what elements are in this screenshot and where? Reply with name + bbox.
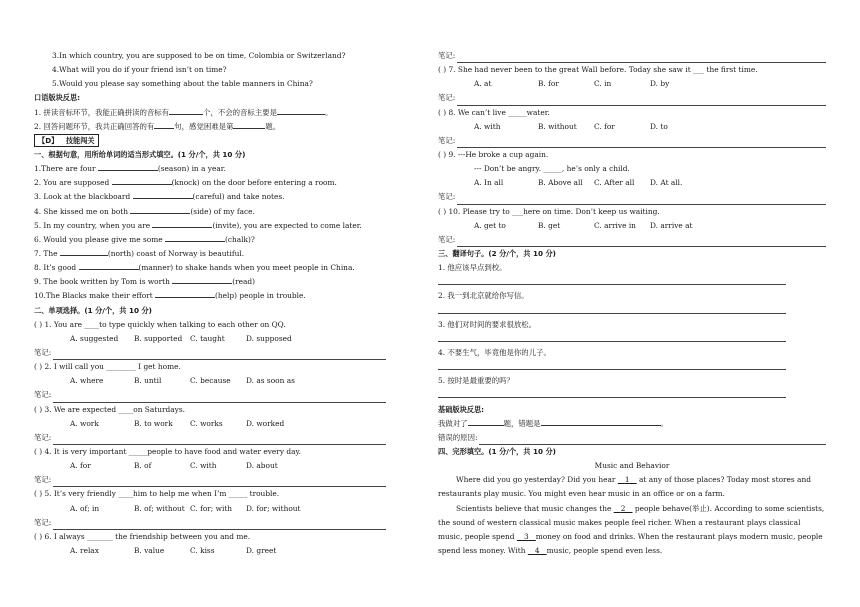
mc-question xyxy=(34,487,386,501)
fill-item-hint: (season) in a year. xyxy=(157,164,226,174)
mc-question-text: 1. You are ____to type quickly when talking to each other on QQ. xyxy=(42,319,286,329)
mc-question xyxy=(438,106,826,120)
note-rule xyxy=(53,350,386,360)
note-rule xyxy=(53,520,386,530)
mc-options xyxy=(438,219,826,233)
mc-question-text: 8. We can’t live _____water. xyxy=(446,107,550,117)
mc-question xyxy=(438,63,826,77)
cloze-blank-1: 1 xyxy=(624,475,630,485)
section-3-title: 三、翻译句子。(2 分/个，共 10 分) xyxy=(438,248,556,258)
passage-paragraph-1: Where did you go yesterday? Did you hear 1 at any of those places? Today most stores and restaurants play music. You might even hear music in an office or on a farm. xyxy=(438,475,811,499)
fill-item-text: 6. Would you please give me some xyxy=(34,234,165,244)
passage-title: Music and Behavior xyxy=(594,461,670,471)
oral-question-5: 5.Would you please say something about the table manners in China? xyxy=(52,79,313,89)
mc-option[interactable]: D. At all. xyxy=(650,178,683,188)
translation-list xyxy=(438,261,826,402)
mc-question-text: 6. I always _______ the friendship between you and me. xyxy=(42,531,251,541)
mc-options xyxy=(438,120,826,134)
note-line xyxy=(438,190,826,204)
mc-option[interactable]: D. about xyxy=(246,461,278,471)
note-rule xyxy=(457,237,826,247)
answer-paren[interactable]: ( ) xyxy=(438,65,447,75)
fill-blank[interactable] xyxy=(165,233,225,242)
mc-question xyxy=(34,445,386,459)
answer-paren[interactable]: ( ) xyxy=(34,404,43,414)
mc-question-text: 7. She had never been to the great Wall before. Today she saw it ___ the first time. xyxy=(446,65,758,75)
mc-option[interactable]: A. relax xyxy=(70,545,99,555)
fill-item-hint: (side) of my face. xyxy=(190,206,255,216)
basic-reflection-title: 基础版块反思: xyxy=(438,404,484,414)
fill-item-hint: (invite), you are expected to come later. xyxy=(212,220,362,230)
fill-item-text: 3. Look at the blackboard xyxy=(34,192,133,202)
mc-option[interactable]: A. work xyxy=(70,418,99,428)
translation-item: 3. 他们对时间的要求很放松。 xyxy=(438,319,537,329)
fill-item-text: 10.The Blacks make their effort xyxy=(34,291,156,301)
section-d-header xyxy=(34,134,386,148)
answer-paren[interactable]: ( ) xyxy=(438,107,447,117)
mc-options xyxy=(34,417,386,431)
fill-item xyxy=(34,162,386,176)
fill-item-hint: (north) coast of Norway is beautiful. xyxy=(107,248,245,258)
translation-item: 4. 不要生气，毕竟他是你的儿子。 xyxy=(438,347,551,357)
fill-item-hint: (help) people in trouble. xyxy=(215,291,306,301)
passage-paragraph-2: Scientists believe that music changes the 2 people behave(举止). According to some scientists, the sound of western classical music makes people feel richer. When a restaurant plays classical music, people spend 3 money on food and drinks. When the restaurant plays modern music, people spend less money. With 4 music, people spend even less. xyxy=(438,503,825,555)
mc-option[interactable]: D. as soon as xyxy=(246,376,295,386)
blank xyxy=(233,120,265,129)
mc-options xyxy=(34,332,386,346)
mc-option[interactable]: B. Above all xyxy=(538,178,583,188)
mc-option[interactable]: D. greet xyxy=(246,545,277,555)
mc-question-text: 9. ---He broke a cup again. xyxy=(446,149,549,159)
fill-item xyxy=(34,275,386,289)
note-label: 笔记: xyxy=(34,517,52,527)
mc-question-text: 2. I will call you ________ I get home. xyxy=(42,362,181,372)
note-label: 笔记: xyxy=(438,192,456,202)
mc-question xyxy=(438,205,826,219)
answer-line[interactable] xyxy=(438,304,826,318)
fill-blank[interactable] xyxy=(152,219,212,228)
cloze-blank-2: 2 xyxy=(620,503,626,513)
fill-item-text: 9. The book written by Tom is worth xyxy=(34,277,173,287)
answer-paren[interactable]: ( ) xyxy=(34,362,43,372)
mc-question-text: 10. Please try to ___here on time. Don’t keep us waiting. xyxy=(446,206,660,216)
fill-item xyxy=(34,289,386,303)
note-rule xyxy=(53,477,386,487)
note-rule xyxy=(457,96,826,106)
mc-option[interactable]: D. by xyxy=(650,79,670,89)
basic-reflection-1: 我做对了 题，错题是 。 xyxy=(438,418,668,428)
fill-item-text: 1.There are four xyxy=(34,164,98,174)
mc-option[interactable]: C. After all xyxy=(594,178,635,188)
fill-blank[interactable] xyxy=(98,162,158,171)
mc-options xyxy=(438,77,826,91)
fill-blank[interactable] xyxy=(172,275,232,284)
mc-options xyxy=(34,459,386,473)
mc-option[interactable]: C. for xyxy=(594,121,615,131)
section-1-title: 一、根据句意，用所给单词的适当形式填空。(1 分/个，共 10 分) xyxy=(34,149,246,159)
answer-rule xyxy=(438,275,786,285)
mc-option[interactable]: A. get to xyxy=(474,220,506,230)
fill-in-list xyxy=(34,162,386,303)
answer-line[interactable] xyxy=(438,332,826,346)
answer-rule xyxy=(438,304,786,314)
mc-option[interactable]: D. arrive at xyxy=(650,220,693,230)
cloze-blank-4: 4 xyxy=(534,546,540,555)
note-label: 笔记: xyxy=(438,135,456,145)
mc-option[interactable]: A. with xyxy=(474,121,501,131)
note-label: 笔记: xyxy=(34,475,52,485)
oral-question-3: 3.In which country, you are supposed to be on time, Colombia or Switzerland? xyxy=(52,51,346,60)
oral-reflection-2: 2. 回答问题环节，我共正确回答的有 句，感觉困难是第 题。 xyxy=(34,121,281,131)
answer-line[interactable] xyxy=(438,360,826,374)
note-rule xyxy=(53,435,386,445)
fill-item-hint: (read) xyxy=(232,277,256,287)
note-rule xyxy=(457,53,826,63)
note-label: 笔记: xyxy=(34,432,52,442)
oral-reflection-title: 口语版块反思: xyxy=(34,93,80,103)
mc-options xyxy=(438,176,826,190)
mc-option[interactable]: B. supported xyxy=(134,333,183,343)
mc-options xyxy=(34,374,386,388)
fill-item-text: 7. The xyxy=(34,248,60,258)
mc-question xyxy=(438,148,826,162)
fill-item xyxy=(34,219,386,233)
mc-option[interactable]: A. for xyxy=(70,461,91,471)
answer-paren[interactable]: ( ) xyxy=(438,149,447,159)
fill-item-text: 4. She kissed me on both xyxy=(34,206,131,216)
mc-options xyxy=(34,502,386,516)
blank xyxy=(277,106,325,115)
mc-option[interactable]: C. kiss xyxy=(190,545,215,555)
fill-blank[interactable] xyxy=(133,190,193,199)
mc-question-cont: --- Don’t be angry. _____, he’s only a child. xyxy=(474,164,630,174)
mc-option[interactable]: C. arrive in xyxy=(594,220,636,230)
mc-option[interactable]: C. because xyxy=(190,376,231,386)
answer-line[interactable] xyxy=(438,275,826,289)
fill-item xyxy=(34,205,386,219)
answer-paren[interactable]: ( ) xyxy=(34,319,43,329)
mc-option[interactable]: A. of; in xyxy=(70,503,100,513)
mc-option[interactable]: C. in xyxy=(594,79,612,89)
oral-question-4: 4.What will you do if your friend isn’t on time? xyxy=(52,65,227,75)
note-line xyxy=(34,388,386,402)
mc-options xyxy=(34,544,386,558)
answer-rule xyxy=(438,332,786,342)
mc-option[interactable]: B. of; without xyxy=(134,503,185,513)
fill-blank[interactable] xyxy=(60,247,108,256)
note-rule xyxy=(479,435,826,445)
note-rule xyxy=(457,138,826,148)
mc-question xyxy=(34,360,386,374)
mc-option[interactable]: B. for xyxy=(538,79,559,89)
fill-blank[interactable] xyxy=(112,176,172,185)
mc-option[interactable]: A. at xyxy=(474,79,492,89)
answer-paren[interactable]: ( ) xyxy=(34,531,43,541)
mc-option[interactable]: A. In all xyxy=(474,178,504,188)
translation-item: 1. 他应该早点到校。 xyxy=(438,263,507,273)
section-4-title: 四、完形填空。(1 分/个，共 10 分) xyxy=(438,446,556,456)
mc-question-text: 3. We are expected ____on Saturdays. xyxy=(42,404,185,414)
mc-question xyxy=(34,318,386,332)
blank xyxy=(468,417,504,426)
note-line xyxy=(34,346,386,360)
answer-paren[interactable]: ( ) xyxy=(34,489,43,499)
answer-paren[interactable]: ( ) xyxy=(34,446,43,456)
fill-blank[interactable] xyxy=(155,289,215,298)
note-line xyxy=(34,473,386,487)
note-rule xyxy=(457,195,826,205)
multiple-choice-left xyxy=(34,318,386,558)
fill-item xyxy=(34,190,386,204)
blank xyxy=(154,120,174,129)
note-rule xyxy=(53,393,386,403)
basic-reflection-2: 错误的原因: xyxy=(438,431,826,445)
mc-option[interactable]: B. to work xyxy=(134,418,173,428)
left-column xyxy=(34,49,386,558)
blank xyxy=(169,106,203,115)
mc-option[interactable]: C. works xyxy=(190,418,223,428)
note-line: 笔记: xyxy=(438,49,826,63)
mc-option[interactable]: A. where xyxy=(70,376,104,386)
fill-item xyxy=(34,176,386,190)
mc-option[interactable]: B. get xyxy=(538,220,561,230)
note-label: 笔记: xyxy=(34,390,52,400)
note-label: 笔记: xyxy=(438,234,456,244)
note-line xyxy=(438,233,826,247)
fill-item-text: 2. You are supposed xyxy=(34,178,112,188)
fill-blank[interactable] xyxy=(130,205,190,214)
mc-option[interactable]: B. value xyxy=(134,545,165,555)
fill-item-hint: (knock) on the door before entering a room. xyxy=(171,178,337,188)
note-line xyxy=(34,431,386,445)
fill-item xyxy=(34,233,386,247)
answer-rule xyxy=(438,360,786,370)
section-d-box: 【D】 技能闯关 xyxy=(34,134,99,147)
note-line xyxy=(438,134,826,148)
note-line xyxy=(438,91,826,105)
fill-item-hint: (manner) to shake hands when you meet people in China. xyxy=(138,263,355,273)
mc-question-text: 5. It’s very friendly ____him to help me when I’m _____ trouble. xyxy=(42,489,280,499)
fill-item-hint: (careful) and take notes. xyxy=(192,192,285,202)
mc-option[interactable]: C. for; with xyxy=(190,503,233,513)
fill-blank[interactable] xyxy=(79,261,139,270)
mc-option[interactable]: A. suggested xyxy=(70,333,119,343)
blank xyxy=(541,417,661,426)
mc-option[interactable]: C. with xyxy=(190,461,217,471)
fill-item-text: 8. It’s good xyxy=(34,263,79,273)
note-line xyxy=(34,516,386,530)
mc-option[interactable]: D. for; without xyxy=(246,503,301,513)
cloze-blank-3: 3 xyxy=(523,531,529,541)
mc-option[interactable]: C. taught xyxy=(190,333,225,343)
mc-question xyxy=(34,403,386,417)
mc-option[interactable]: D. to xyxy=(650,121,668,131)
mc-option[interactable]: B. without xyxy=(538,121,577,131)
fill-item xyxy=(34,261,386,275)
mc-question-text: 4. It is very important _____people to have food and water every day. xyxy=(42,446,302,456)
translation-item: 5. 按时是最重要的吗？ xyxy=(438,376,514,386)
answer-rule xyxy=(438,388,786,398)
fill-item xyxy=(34,247,386,261)
mc-option[interactable]: D. worked xyxy=(246,418,285,428)
oral-reflection-1: 1. 拼读音标环节，我能正确拼读的音标有 个，不会的音标主要是 。 xyxy=(34,107,333,117)
multiple-choice-right xyxy=(438,63,826,247)
mc-question xyxy=(34,530,386,544)
note-label: 笔记: xyxy=(438,93,456,103)
fill-item-text: 5. In my country, when you are xyxy=(34,220,153,230)
answer-line[interactable] xyxy=(438,388,826,402)
mc-option[interactable]: D. supposed xyxy=(246,333,292,343)
answer-paren[interactable]: ( ) xyxy=(438,206,447,216)
note-label: 笔记: xyxy=(34,347,52,357)
mc-option[interactable]: B. until xyxy=(134,376,162,386)
right-column xyxy=(438,49,826,558)
translation-item: 2. 我一到北京就给你写信。 xyxy=(438,291,529,301)
mc-option[interactable]: B. of xyxy=(134,461,152,471)
section-2-title: 二、单项选择。(1 分/个，共 10 分) xyxy=(34,305,152,315)
fill-item-hint: (chalk)? xyxy=(224,234,255,244)
